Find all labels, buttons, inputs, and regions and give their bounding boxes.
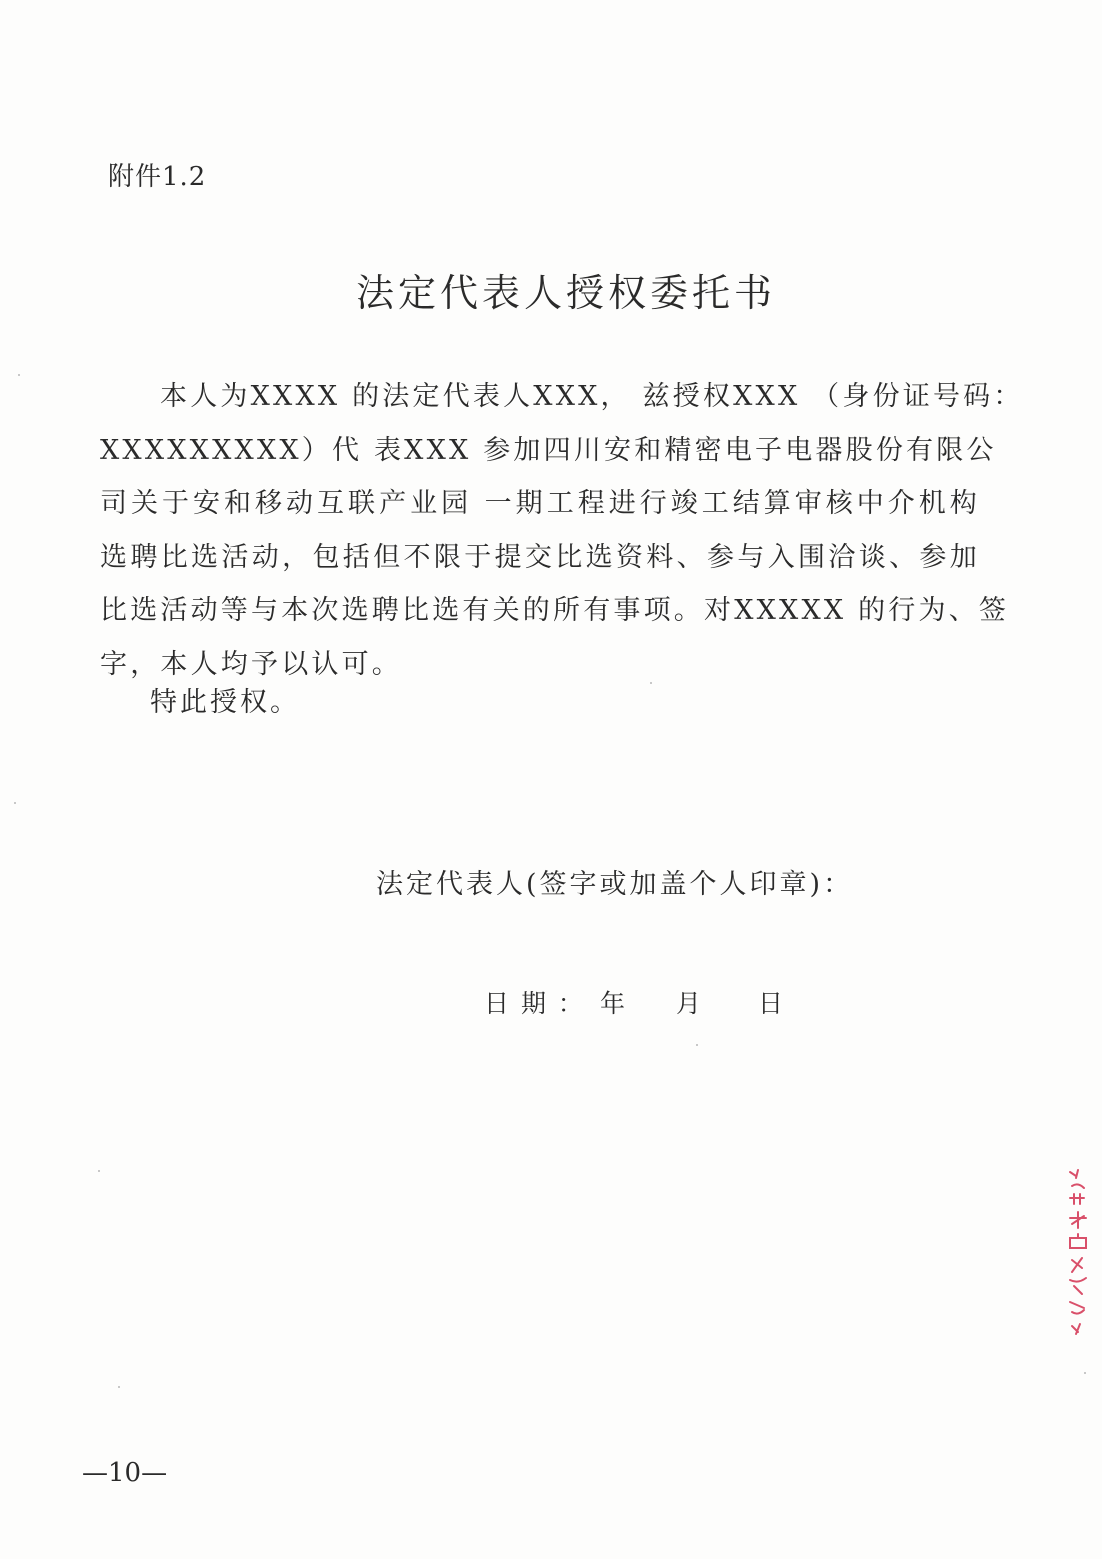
date-day: 日	[758, 989, 786, 1018]
attachment-label: 附件1.2	[108, 162, 207, 192]
date-month: 月	[676, 989, 704, 1018]
body-line: XXXXXXXXX）代 表XXX 参加四川安和精密电子电器股份有限公	[100, 434, 997, 466]
scan-speck	[650, 682, 652, 684]
scan-speck	[1084, 1372, 1086, 1374]
body-line: 比选活动等与本次选聘比选有关的所有事项。对XXXXX 的行为、签	[100, 595, 1010, 626]
scan-speck	[18, 374, 20, 376]
seal-stamp-fragment	[1064, 1168, 1094, 1338]
signature-label: 法定代表人(签字或加盖个人印章)：	[376, 869, 854, 900]
page-number: —10—	[82, 1458, 168, 1488]
date-line	[484, 984, 785, 1020]
body-line: 本人为XXXX 的法定代表人XXX， 兹授权XXX （身份证号码：	[160, 381, 1024, 412]
date-label: 日 期 ：	[484, 989, 585, 1018]
special-authorization-text: 特此授权。	[150, 687, 300, 718]
authorization-body	[100, 370, 1024, 691]
document-title: 法定代表人授权委托书	[355, 271, 776, 315]
body-line: 选聘比选活动，包括但不限于提交比选资料、参与入围洽谈、参加	[100, 541, 980, 573]
body-line: 字，本人均予以认可。	[100, 648, 402, 680]
scan-speck	[118, 1386, 120, 1388]
scan-speck	[98, 1170, 100, 1172]
scan-speck	[14, 802, 16, 804]
scan-speck	[696, 1044, 698, 1046]
date-year: 年	[600, 989, 628, 1018]
body-line: 司关于安和移动互联产业园 一期工程进行竣工结算审核中介机构	[100, 488, 980, 519]
